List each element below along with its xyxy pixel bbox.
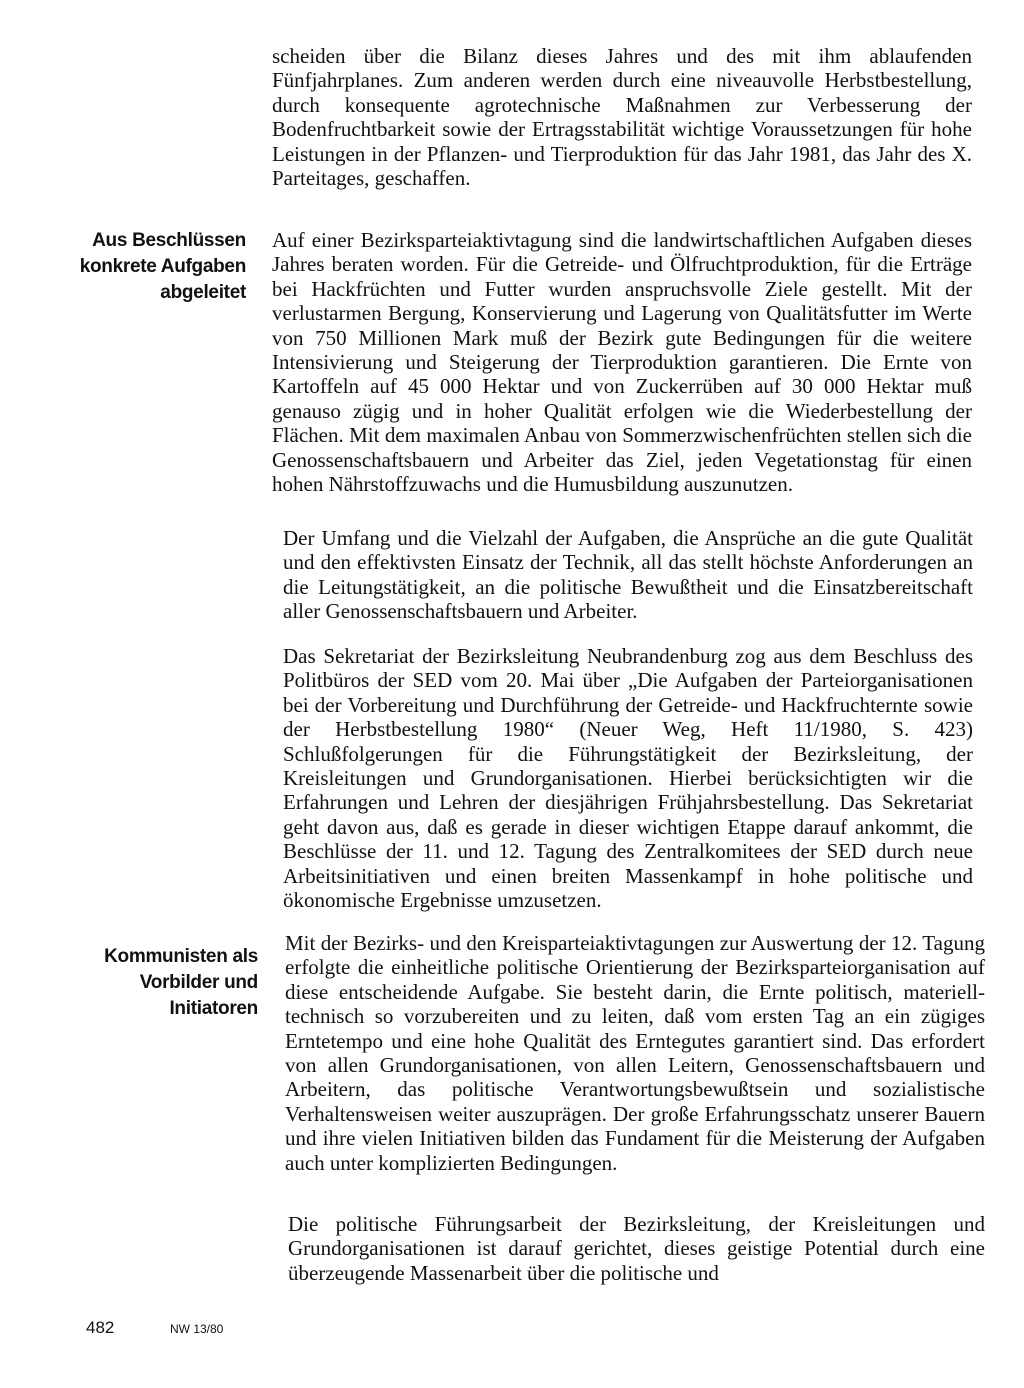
paragraph: Die politische Führungsarbeit der Bezirksleitung, der Kreisleitungen und Grundorganisationen ist darauf gerichtet, dieses geistige Potential durch eine überzeugende Massenarbeit über die politische und	[288, 1212, 985, 1285]
section-1-body	[272, 228, 972, 496]
sidehead-line: Aus Beschlüssen	[92, 230, 246, 251]
sidehead-section-1	[70, 228, 246, 306]
sidehead-line: abgeleitet	[160, 282, 246, 303]
section-2-body	[285, 931, 985, 1175]
journal-issue: NW 13/80	[170, 1322, 224, 1336]
sidehead-line: Vorbilder und	[139, 972, 258, 993]
sidehead-line: Kommunisten als	[104, 946, 258, 967]
intro-paragraph: scheiden über die Bilanz dieses Jahres und des mit ihm ablaufenden Fünfjahrplanes. Zum anderen werden durch eine niveauvolle Herbstbestellung, durch konsequente agrotechnische Maßnahmen zur Verbesserung der Bodenfruchtbarkeit sowie der Ertragsstabilität wichtige Voraussetzungen für hohe Leistungen in der Pflanzen- und Tierproduktion für das Jahr 1981, das Jahr des X. Parteitages, geschaffen.	[272, 44, 972, 191]
section-2-body-2	[288, 1212, 985, 1285]
page-number: 482	[86, 1318, 115, 1337]
paragraph: Das Sekretariat der Bezirksleitung Neubrandenburg zog aus dem Beschluss des Politbüros der SED vom 20. Mai über „Die Aufgaben der Parteiorganisationen bei der Vorbereitung und Durchführung der Getreide- und Hackfruchternte sowie der Herbstbestellung 1980“ (Neuer Weg, Heft 11/1980, S. 423) Schlußfolgerungen für die Führungstätigkeit der Bezirksleitung, der Kreisleitungen und Grundorganisationen. Hierbei berücksichtigten wir die Erfahrungen und Lehren der diesjährigen Frühjahrsbestellung. Das Sekretariat geht davon aus, daß es gerade in dieser wichtigen Etappe darauf ankommt, die Beschlüsse der 11. und 12. Tagung des Zentralkomitees der SED durch neue Arbeitsinitiativen und einen breiten Massenkampf in hohe politische und ökonomische Ergebnisse umzusetzen.	[283, 644, 973, 913]
sidehead-line: Initiatoren	[169, 998, 258, 1019]
paragraph: Auf einer Bezirksparteiaktivtagung sind die landwirtschaftlichen Aufgaben dieses Jahres beraten worden. Für die Getreide- und Ölfruchtproduktion, für die Erträge bei Hackfrüchten und Futter wurden anspruchsvolle Ziele gestellt. Mit der verlustarmen Bergung, Konservierung und Lagerung von Qualitätsfutter im Werte von 750 Millionen Mark muß der Bezirk gute Bedingungen für die weitere Intensivierung und Steigerung der Tierproduktion garantieren. Die Ernte von Kartoffeln auf 45 000 Hektar und von Zuckerrüben auf 30 000 Hektar muß genauso zügig und in hoher Qualität erfolgen wie die Wiederbestellung der Flächen. Mit dem maximalen Anbau von Sommerzwischenfrüchten stellen sich die Genossenschaftsbauern und Arbeiter das Ziel, jeden Vegetationstag für einen hohen Nährstoffzuwachs und die Humusbildung auszunutzen.	[272, 228, 972, 497]
paragraph: Mit der Bezirks- und den Kreisparteiaktivtagungen zur Auswertung der 12. Tagung erfolgte die einheitliche politische Orientierung der Bezirksparteiorganisation auf diese entscheidende Aufgabe. Sie besteht darin, die Ernte politisch, materiell-technisch so vorzubereiten und zu leiten, daß vom ersten Tag an ein zügiges Erntetempo und eine hohe Qualität des Erntegutes garantiert sind. Das erfordert von allen Grundorganisationen, von allen Leitern, Genossenschaftsbauern und Arbeitern, das politische Verantwortungsbewußtsein und sozialistische Verhaltensweisen weiter auszuprägen. Der große Erfahrungsschatz unserer Bauern und ihre vielen Initiativen bilden das Fundament für die Meisterung der Aufgaben auch unter komplizierten Bedingungen.	[285, 931, 985, 1175]
paragraph: Der Umfang und die Vielzahl der Aufgaben, die Ansprüche an die gute Qualität und den effektivsten Einsatz der Technik, all das stellt höchste Anforderungen an die Leitungstätigkeit, an die politische Bewußtheit und die Einsatzbereitschaft aller Genossenschaftsbauern und Arbeiter.	[283, 526, 973, 624]
sidehead-line: konkrete Aufgaben	[79, 256, 246, 277]
intro-block	[272, 44, 972, 190]
section-1-body-2	[283, 526, 973, 624]
sidehead-section-2	[80, 944, 258, 1022]
section-1-body-3	[283, 644, 973, 912]
